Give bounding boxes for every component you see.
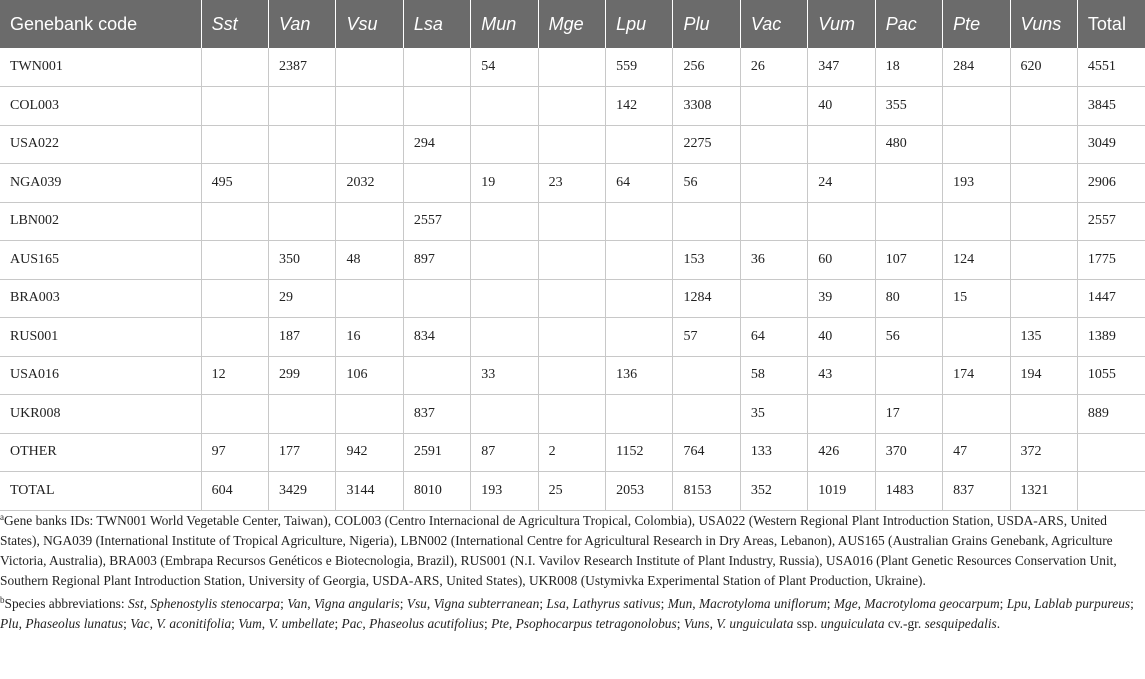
- table-cell: 26: [740, 48, 807, 87]
- table-cell: 3845: [1077, 87, 1145, 126]
- species-name: unguiculata: [820, 616, 885, 631]
- table-cell: 80: [875, 279, 942, 318]
- col-header-total: Total: [1077, 0, 1145, 48]
- table-cell: [201, 279, 268, 318]
- table-cell: 107: [875, 241, 942, 280]
- table-cell: 33: [471, 356, 538, 395]
- table-cell: 370: [875, 433, 942, 472]
- species-abbr: Vum: [238, 616, 262, 631]
- footnote-b-mark: b: [0, 595, 5, 605]
- table-cell: 284: [943, 48, 1010, 87]
- table-cell: [201, 87, 268, 126]
- genebank-code-cell: COL003: [0, 87, 201, 126]
- table-cell: 1483: [875, 472, 942, 511]
- species-abbr: Pte: [491, 616, 509, 631]
- table-cell: 23: [538, 164, 605, 203]
- genebank-code-cell: USA016: [0, 356, 201, 395]
- table-cell: 764: [673, 433, 740, 472]
- table-cell: 889: [1077, 395, 1145, 434]
- table-footnotes: [0, 511, 1140, 637]
- footnote-b-lead: Species abbreviations:: [4, 596, 128, 611]
- header-row: [0, 0, 1145, 48]
- table-cell: [606, 279, 673, 318]
- table-cell: [471, 202, 538, 241]
- table-cell: 64: [740, 318, 807, 357]
- table-cell: 153: [673, 241, 740, 280]
- table-cell: 1447: [1077, 279, 1145, 318]
- table-cell: 136: [606, 356, 673, 395]
- table-cell: [875, 356, 942, 395]
- species-name: Macrotyloma uniflorum: [698, 596, 827, 611]
- genebank-code-cell: TWN001: [0, 48, 201, 87]
- table-cell: [1010, 241, 1077, 280]
- table-cell: 29: [269, 279, 336, 318]
- table-cell: [336, 279, 403, 318]
- table-cell: [808, 395, 875, 434]
- table-cell: [740, 202, 807, 241]
- table-row: [0, 48, 1145, 87]
- table-cell: [471, 87, 538, 126]
- table-cell: 2591: [403, 433, 470, 472]
- table-cell: 1284: [673, 279, 740, 318]
- table-cell: [538, 318, 605, 357]
- species-abbr: Van: [287, 596, 308, 611]
- species-abbr: Plu: [0, 616, 19, 631]
- species-abbr: Mge: [833, 596, 858, 611]
- table-cell: 17: [875, 395, 942, 434]
- table-cell: [1010, 125, 1077, 164]
- table-cell: 18: [875, 48, 942, 87]
- col-header-genebank-code: Genebank code: [0, 0, 201, 48]
- table-cell: [201, 202, 268, 241]
- table-cell: [606, 241, 673, 280]
- table-cell: 372: [1010, 433, 1077, 472]
- table-cell: 350: [269, 241, 336, 280]
- table-cell: [1010, 395, 1077, 434]
- table-cell: [403, 87, 470, 126]
- table-cell: [336, 87, 403, 126]
- species-abbr: Vuns: [683, 616, 710, 631]
- table-cell: 355: [875, 87, 942, 126]
- species-abbr: Lsa: [546, 596, 566, 611]
- table-cell: [538, 356, 605, 395]
- table-cell: [403, 356, 470, 395]
- species-name: Macrotyloma geocarpum: [864, 596, 1000, 611]
- col-header-pac: Pac: [875, 0, 942, 48]
- table-cell: 3144: [336, 472, 403, 511]
- table-cell: 426: [808, 433, 875, 472]
- table-cell: 256: [673, 48, 740, 87]
- table-cell: 124: [943, 241, 1010, 280]
- table-cell: [336, 202, 403, 241]
- table-cell: 87: [471, 433, 538, 472]
- table-cell: [471, 279, 538, 318]
- table-cell: 1321: [1010, 472, 1077, 511]
- table-cell: 620: [1010, 48, 1077, 87]
- table-row: [0, 241, 1145, 280]
- table-row: [0, 433, 1145, 472]
- table-body: [0, 48, 1145, 510]
- table-cell: [269, 202, 336, 241]
- table-cell: [269, 125, 336, 164]
- table-cell: [538, 395, 605, 434]
- table-cell: 2906: [1077, 164, 1145, 203]
- table-cell: [538, 202, 605, 241]
- table-cell: [673, 356, 740, 395]
- col-header-mge: Mge: [538, 0, 605, 48]
- table-cell: [606, 125, 673, 164]
- table-row: [0, 318, 1145, 357]
- table-cell: 1055: [1077, 356, 1145, 395]
- table-cell: [1010, 279, 1077, 318]
- table-cell: [606, 395, 673, 434]
- species-name-part: ssp.: [793, 616, 821, 631]
- table-cell: [943, 87, 1010, 126]
- genebank-code-cell: BRA003: [0, 279, 201, 318]
- table-cell: 294: [403, 125, 470, 164]
- table-cell: 480: [875, 125, 942, 164]
- table-row: [0, 279, 1145, 318]
- table-cell: 48: [336, 241, 403, 280]
- table-cell: 3429: [269, 472, 336, 511]
- table-cell: 1019: [808, 472, 875, 511]
- col-header-lsa: Lsa: [403, 0, 470, 48]
- table-cell: 57: [673, 318, 740, 357]
- table-cell: 837: [943, 472, 1010, 511]
- table-cell: 897: [403, 241, 470, 280]
- table-cell: [201, 241, 268, 280]
- table-cell: 56: [875, 318, 942, 357]
- col-header-vsu: Vsu: [336, 0, 403, 48]
- table-cell: [875, 202, 942, 241]
- species-name-part: cv.-gr.: [884, 616, 925, 631]
- genebank-code-cell: AUS165: [0, 241, 201, 280]
- table-cell: 142: [606, 87, 673, 126]
- table-cell: [538, 125, 605, 164]
- table-cell: [875, 164, 942, 203]
- table-cell: 47: [943, 433, 1010, 472]
- species-name: Lathyrus sativus: [572, 596, 661, 611]
- table-cell: 2053: [606, 472, 673, 511]
- table-cell: [336, 48, 403, 87]
- table-row: [0, 472, 1145, 511]
- table-cell: 352: [740, 472, 807, 511]
- table-cell: [201, 318, 268, 357]
- col-header-pte: Pte: [943, 0, 1010, 48]
- table-cell: 1152: [606, 433, 673, 472]
- table-cell: [943, 395, 1010, 434]
- table-cell: 347: [808, 48, 875, 87]
- table-cell: [538, 87, 605, 126]
- col-header-vum: Vum: [808, 0, 875, 48]
- table-row: [0, 87, 1145, 126]
- table-cell: 2557: [1077, 202, 1145, 241]
- table-cell: [1010, 164, 1077, 203]
- genebank-code-cell: UKR008: [0, 395, 201, 434]
- species-name: Phaseolus acutifolius: [369, 616, 484, 631]
- table-cell: [403, 164, 470, 203]
- table-cell: 193: [471, 472, 538, 511]
- table-cell: [538, 48, 605, 87]
- table-cell: [740, 87, 807, 126]
- table-cell: 36: [740, 241, 807, 280]
- table-cell: [1077, 433, 1145, 472]
- genebank-code-cell: TOTAL: [0, 472, 201, 511]
- species-abbr: Sst: [127, 596, 144, 611]
- table-cell: 40: [808, 318, 875, 357]
- table-cell: [606, 202, 673, 241]
- col-header-van: Van: [269, 0, 336, 48]
- genebank-code-cell: NGA039: [0, 164, 201, 203]
- table-cell: [740, 125, 807, 164]
- table-cell: 495: [201, 164, 268, 203]
- species-name: Psophocarpus tetragonolobus: [515, 616, 677, 631]
- table-cell: [336, 125, 403, 164]
- table-cell: 43: [808, 356, 875, 395]
- table-cell: 12: [201, 356, 268, 395]
- table-cell: 2387: [269, 48, 336, 87]
- table-cell: 2: [538, 433, 605, 472]
- table-cell: [673, 395, 740, 434]
- table-cell: 15: [943, 279, 1010, 318]
- table-cell: [471, 241, 538, 280]
- genebank-code-cell: OTHER: [0, 433, 201, 472]
- table-cell: 174: [943, 356, 1010, 395]
- table-cell: 16: [336, 318, 403, 357]
- table-cell: 2275: [673, 125, 740, 164]
- table-row: [0, 356, 1145, 395]
- species-name: Phaseolus lunatus: [25, 616, 124, 631]
- table-cell: [471, 395, 538, 434]
- table-cell: 2557: [403, 202, 470, 241]
- table-cell: 194: [1010, 356, 1077, 395]
- table-cell: 193: [943, 164, 1010, 203]
- table-cell: 187: [269, 318, 336, 357]
- table-cell: 135: [1010, 318, 1077, 357]
- genebank-code-cell: RUS001: [0, 318, 201, 357]
- species-abbr: Mun: [667, 596, 693, 611]
- table-cell: 942: [336, 433, 403, 472]
- species-name: Vigna angularis: [314, 596, 400, 611]
- table-cell: [269, 164, 336, 203]
- col-header-plu: Plu: [673, 0, 740, 48]
- table-cell: 4551: [1077, 48, 1145, 87]
- table-cell: 133: [740, 433, 807, 472]
- species-abbr: Lpu: [1006, 596, 1028, 611]
- table-cell: [1010, 87, 1077, 126]
- table-cell: 1775: [1077, 241, 1145, 280]
- table-cell: 39: [808, 279, 875, 318]
- table-cell: 837: [403, 395, 470, 434]
- table-cell: 299: [269, 356, 336, 395]
- table-cell: [538, 241, 605, 280]
- table-cell: [943, 202, 1010, 241]
- footnote-a-mark: a: [0, 512, 4, 522]
- table-row: [0, 125, 1145, 164]
- table-cell: [1010, 202, 1077, 241]
- table-cell: 35: [740, 395, 807, 434]
- table-cell: [943, 125, 1010, 164]
- table-cell: 177: [269, 433, 336, 472]
- species-name: sesquipedalis: [924, 616, 997, 631]
- table-cell: [471, 318, 538, 357]
- table-cell: 60: [808, 241, 875, 280]
- species-name: Lablab purpureus: [1034, 596, 1131, 611]
- col-header-lpu: Lpu: [606, 0, 673, 48]
- species-name: Sphenostylis stenocarpa: [150, 596, 281, 611]
- table-cell: 24: [808, 164, 875, 203]
- genebank-code-cell: LBN002: [0, 202, 201, 241]
- species-name: V. aconitifolia: [156, 616, 232, 631]
- table-cell: 8153: [673, 472, 740, 511]
- table-cell: [606, 318, 673, 357]
- table-cell: 64: [606, 164, 673, 203]
- table-cell: 604: [201, 472, 268, 511]
- species-abbr: Vsu: [406, 596, 427, 611]
- table-cell: [1077, 472, 1145, 511]
- table-cell: 40: [808, 87, 875, 126]
- species-name: V. unguiculata: [716, 616, 794, 631]
- species-name: Vigna subterranean: [433, 596, 540, 611]
- species-name: V. umbellate: [268, 616, 335, 631]
- table-cell: [269, 87, 336, 126]
- table-row: [0, 395, 1145, 434]
- table-cell: [740, 164, 807, 203]
- table-cell: [673, 202, 740, 241]
- species-name-part: .: [996, 616, 1001, 631]
- table-row: [0, 164, 1145, 203]
- table-cell: [201, 48, 268, 87]
- table-cell: 58: [740, 356, 807, 395]
- footnote-b: $^b$Species abbreviations: Sst, Sphenostylis stenocarpa; Van, Vigna angularis; Vsu, Vigna subterranean; Lsa, Lathyrus sativus; Mun, Macrotyloma uniflorum; Mge, Macrotyloma geocarpum; Lpu, Lablab purpureus; Plu, Phaseolus lunatus; Vac, V. aconitifolia; Vum, V. umbellate; Pac, Phaseolus acutifolius; Pte, Psophocarpus tetragonolobus; Vuns, V. unguiculata ssp. unguiculata cv.-gr. sesquipedalis.: [0, 595, 1134, 631]
- table-cell: [808, 202, 875, 241]
- table-cell: [403, 48, 470, 87]
- col-header-mun: Mun: [471, 0, 538, 48]
- col-header-vac: Vac: [740, 0, 807, 48]
- table-cell: [471, 125, 538, 164]
- col-header-sst: Sst: [201, 0, 268, 48]
- table-cell: 834: [403, 318, 470, 357]
- table-cell: [740, 279, 807, 318]
- table-cell: 97: [201, 433, 268, 472]
- table-cell: 54: [471, 48, 538, 87]
- table-cell: 559: [606, 48, 673, 87]
- col-header-vuns: Vuns: [1010, 0, 1077, 48]
- table-cell: 3049: [1077, 125, 1145, 164]
- table-cell: 56: [673, 164, 740, 203]
- table-cell: [201, 125, 268, 164]
- table-cell: [269, 395, 336, 434]
- table-row: [0, 202, 1145, 241]
- table-cell: 3308: [673, 87, 740, 126]
- table-cell: [943, 318, 1010, 357]
- table-cell: [201, 395, 268, 434]
- table-cell: [336, 395, 403, 434]
- table-cell: [403, 279, 470, 318]
- genebank-code-cell: USA022: [0, 125, 201, 164]
- footnote-a: [0, 511, 1140, 591]
- table-cell: 25: [538, 472, 605, 511]
- table-cell: 19: [471, 164, 538, 203]
- table-cell: [808, 125, 875, 164]
- table-cell: 1389: [1077, 318, 1145, 357]
- footnote-a-text: Gene banks IDs: TWN001 World Vegetable Center, Taiwan), COL003 (Centro Internacional de Agricultura Tropical, Colombia), USA022 (Western Regional Plant Introduction Station, USDA-ARS, United States), NGA039 (International Institute of Tropical Agriculture, Nigeria), LBN002 (International Centre for Agricultural Research in Dry Areas, Lebanon), AUS165 (Australian Grains Genebank, Agriculture Victoria, Australia), BRA003 (Embrapa Recursos Genéticos e Biotecnologia, Brazil), RUS001 (N.I. Vavilov Research Institute of Plant Industry, Russia), USA016 (Plant Genetic Resources Conservation Unit, Southern Regional Plant Introduction Station, University of Georgia, USDA-ARS, United States), UKR008 (Ustymivka Experimental Station of Plant Production, Ukraine).: [0, 513, 1117, 588]
- table-cell: 106: [336, 356, 403, 395]
- table-cell: 2032: [336, 164, 403, 203]
- table-cell: 8010: [403, 472, 470, 511]
- species-abbr: Vac: [130, 616, 150, 631]
- table-cell: [538, 279, 605, 318]
- species-abbr: Pac: [341, 616, 363, 631]
